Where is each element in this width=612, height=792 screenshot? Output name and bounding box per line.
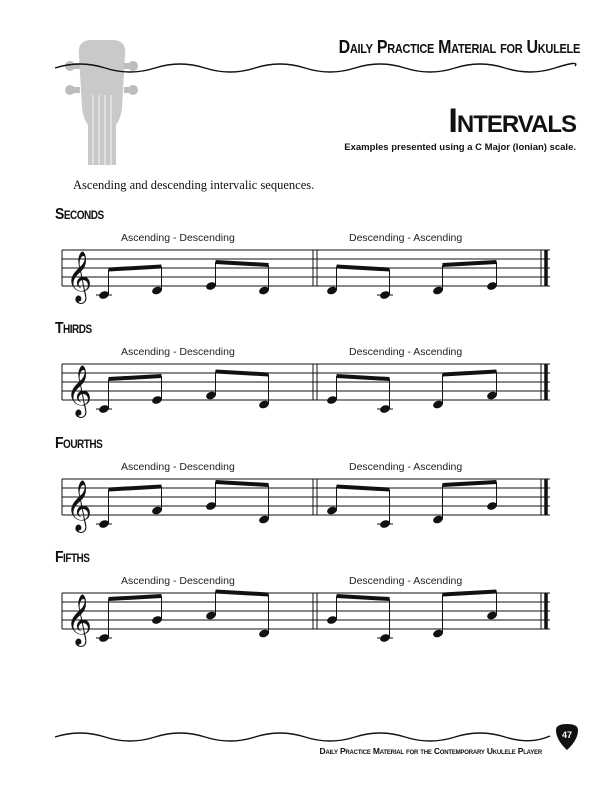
phrase-label-right: Descending - Ascending [349,461,463,473]
note-beam [337,596,390,599]
treble-clef-icon: 𝄞 [66,251,93,302]
phrase-label-right: Descending - Ascending [349,575,463,587]
footer-title: Daily Practice Material for the Contemporary Ukulele Player [319,746,542,756]
phrase-label-left: Ascending - Descending [121,232,235,244]
treble-clef-icon: 𝄞 [66,594,93,645]
phrase-label-right: Descending - Ascending [349,232,463,244]
intro-text: Ascending and descending intervalic sequences. [73,178,315,192]
page-number: 47 [561,730,572,740]
phrase-label-right: Descending - Ascending [349,346,463,358]
section-heading: Fifths [55,547,90,566]
phrase-label-left: Ascending - Descending [121,575,235,587]
page-title: Intervals [448,102,576,140]
treble-clef-icon: 𝄞 [66,480,93,531]
section-heading: Fourths [55,433,103,452]
phrase-label-left: Ascending - Descending [121,461,235,473]
header-title: Daily Practice Material for Ukulele [338,38,580,58]
note-beam [109,596,162,599]
section-heading: Thirds [55,318,92,337]
page-subtitle: Examples presented using a C Major (Ionian) scale. [344,142,576,153]
section-heading: Seconds [55,204,104,223]
treble-clef-icon: 𝄞 [66,365,93,416]
phrase-label-left: Ascending - Descending [121,346,235,358]
note-beam [443,592,497,595]
note-beam [216,592,269,595]
